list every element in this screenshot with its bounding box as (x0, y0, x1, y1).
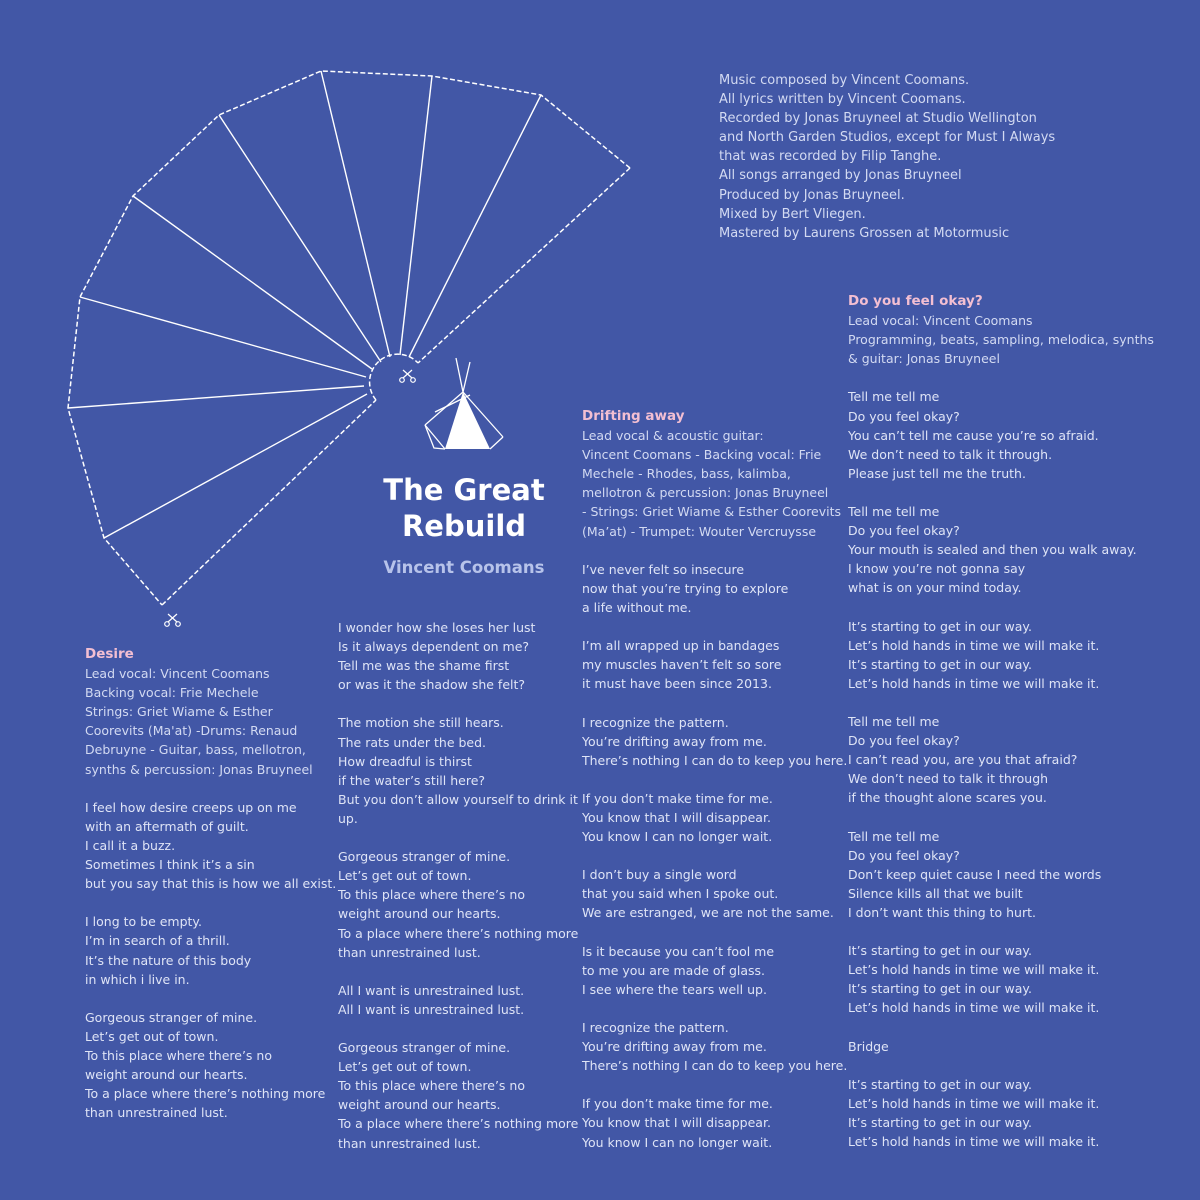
teepee-logo-icon (425, 358, 503, 449)
lyric-line: Let’s hold hands in time we will make it. (848, 1134, 1100, 1150)
lyric-line: We don’t need to talk it through. (848, 446, 1053, 462)
lyric-line: Let’s hold hands in time we will make it. (848, 1095, 1100, 1111)
song-credit-line: mellotron & percussion: Jonas Bruyneel (582, 485, 829, 501)
credit-line: Recorded by Jonas Bruyneel at Studio Wellington (719, 111, 1037, 127)
lyric-line: It’s starting to get in our way. (848, 943, 1033, 959)
lyric-line: that you said when I spoke out. (582, 886, 779, 902)
lyric-line: Let’s hold hands in time we will make it. (848, 962, 1100, 978)
lyric-line: Do you feel okay? (848, 847, 960, 863)
lyric-stanza (582, 636, 847, 693)
song-credits (848, 311, 1154, 368)
lyric-line: Tell me tell me (848, 714, 940, 730)
lyric-line: I don’t want this thing to hurt. (848, 905, 1036, 920)
song-credit-line: Lead vocal & acoustic guitar: (582, 428, 764, 444)
lyric-stanza (582, 1018, 847, 1075)
song-credit-line: Mechele - Rhodes, bass, kalimba, (582, 466, 791, 482)
lyric-line: Gorgeous stranger of mine. (85, 1009, 258, 1025)
lyric-line: if the water’s still here? (338, 772, 486, 788)
lyric-stanza (848, 502, 1154, 597)
credit-line: Music composed by Vincent Coomans. (719, 73, 970, 88)
lyric-line: than unrestrained lust. (338, 944, 481, 960)
song-credit-line: Lead vocal: Vincent Coomans (85, 666, 270, 682)
lyric-line: I’ve never felt so insecure (582, 561, 745, 577)
lyric-line: To this place where there’s no (338, 1078, 525, 1094)
credit-line: All songs arranged by Jonas Bruyneel (719, 168, 962, 184)
lyric-line: I don’t buy a single word (582, 867, 737, 883)
album-title-line: The Great (383, 473, 545, 507)
lyric-stanza (85, 1008, 336, 1123)
lyric-line: The motion she still hears. (338, 715, 504, 731)
lyric-line: than unrestrained lust. (85, 1105, 228, 1121)
lyric-line: I’m in search of a thrill. (85, 933, 230, 949)
song-desire-continued (338, 618, 578, 1153)
credit-line: All lyrics written by Vincent Coomans. (719, 92, 966, 108)
lyric-line: Let’s hold hands in time we will make it. (848, 1000, 1100, 1016)
lyric-line: I recognize the pattern. (582, 714, 729, 730)
lyric-line: Let’s get out of town. (338, 868, 472, 884)
lyric-line: It’s the nature of this body (85, 952, 252, 968)
song-credits (582, 426, 847, 541)
lyric-line: Silence kills all that we built (848, 885, 1023, 901)
lyric-line: Do you feel okay? (848, 408, 960, 424)
lyric-line: Gorgeous stranger of mine. (338, 1040, 511, 1056)
credit-line: that was recorded by Filip Tanghe. (719, 149, 942, 165)
lyric-line: I can’t read you, are you that afraid? (848, 752, 1078, 768)
lyric-line: All I want is unrestrained lust. (338, 982, 525, 998)
lyric-stanza (848, 1075, 1154, 1151)
lyric-line: It’s starting to get in our way. (848, 1076, 1033, 1092)
lyric-stanza (85, 798, 336, 893)
song-credit-line: Vincent Coomans - Backing vocal: Frie (582, 447, 822, 463)
lyric-line: Is it always dependent on me? (338, 639, 530, 655)
lyric-line: You know that I will disappear. (582, 809, 771, 825)
lyric-line: what is on your mind today. (848, 580, 1022, 596)
song-credit-line: (Ma’at) - Trumpet: Wouter Vercruysse (582, 523, 817, 539)
lyric-line: or was it the shadow she felt? (338, 677, 526, 693)
lyric-line: Gorgeous stranger of mine. (338, 849, 511, 865)
lyric-line: We are estranged, we are not the same. (582, 905, 834, 921)
lyric-line: To a place where there’s nothing more (338, 925, 579, 941)
lyric-line: a life without me. (582, 599, 692, 615)
lyric-line: Please just tell me the truth. (848, 465, 1026, 481)
lyric-line: I recognize the pattern. (582, 1020, 729, 1035)
scissors-icon (165, 614, 181, 626)
lyric-stanza (582, 560, 847, 617)
lyric-line: Bridge (848, 1038, 889, 1054)
lyric-line: Do you feel okay? (848, 733, 960, 749)
lyric-line: Tell me tell me (848, 389, 940, 405)
song-credit-line: Programming, beats, sampling, melodica, synths (848, 332, 1154, 348)
album-title (380, 472, 548, 544)
lyric-line: up. (338, 810, 358, 826)
lyric-line: I long to be empty. (85, 914, 203, 930)
lyric-line: It’s starting to get in our way. (848, 1115, 1033, 1131)
lyric-line: It’s starting to get in our way. (848, 656, 1033, 672)
lyric-line: but you say that this is how we all exist. (85, 876, 337, 892)
lyric-line: weight around our hearts. (338, 1097, 501, 1113)
lyric-stanza (582, 1094, 847, 1151)
lyric-stanza (848, 941, 1154, 1017)
lyric-line: in which i live in. (85, 971, 190, 987)
lyric-line: than unrestrained lust. (338, 1135, 481, 1151)
credit-line: Mixed by Bert Vliegen. (719, 206, 866, 222)
lyric-line: I see where the tears well up. (582, 981, 767, 997)
lyric-line: Sometimes I think it’s a sin (85, 857, 255, 873)
lyric-line: if the thought alone scares you. (848, 790, 1047, 806)
lyric-line: Let’s get out of town. (338, 1059, 472, 1075)
song-do-you-feel-okay (848, 292, 1154, 1151)
lyric-line: If you don’t make time for me. (582, 1096, 773, 1112)
lyric-line: To a place where there’s nothing more (338, 1116, 579, 1132)
lyric-line: There’s nothing I can do to keep you here. (582, 1058, 848, 1074)
lyric-line: You’re drifting away from me. (582, 733, 767, 749)
song-credit-line: synths & percussion: Jonas Bruyneel (85, 761, 313, 777)
credit-line: Produced by Jonas Bruyneel. (719, 187, 905, 203)
lyric-line: You know that I will disappear. (582, 1115, 771, 1131)
song-credits (85, 664, 336, 779)
lyric-line: with an aftermath of guilt. (85, 818, 249, 834)
lyric-line: How dreadful is thirst (338, 753, 472, 769)
lyric-line: But you don’t allow yourself to drink it (338, 791, 578, 807)
artist-name: Vincent Coomans (383, 558, 545, 577)
lyric-line: All I want is unrestrained lust. (338, 1001, 525, 1017)
lyric-line: Tell me tell me (848, 504, 940, 520)
song-credit-line: Strings: Griet Wiame & Esther (85, 704, 273, 720)
lyric-line: Your mouth is sealed and then you walk away. (848, 542, 1137, 558)
song-title: Do you feel okay? (848, 293, 983, 309)
lyric-line: There’s nothing I can do to keep you here. (582, 752, 848, 768)
scissors-icon (400, 370, 416, 382)
lyric-stanza (848, 617, 1154, 693)
song-credit-line: & guitar: Jonas Bruyneel (848, 351, 1000, 367)
lyric-line: Let’s hold hands in time we will make it. (848, 675, 1100, 691)
lyric-line: I know you’re not gonna say (848, 561, 1026, 577)
lyric-stanza (848, 827, 1154, 922)
lyric-line: weight around our hearts. (85, 1067, 248, 1083)
lyric-line: Do you feel okay? (848, 523, 960, 539)
production-credits (719, 71, 1055, 243)
song-title: Desire (85, 646, 134, 662)
lyric-line: I’m all wrapped up in bandages (582, 638, 780, 654)
lyric-stanza (848, 1037, 1154, 1056)
lyric-line: Let’s get out of town. (85, 1028, 219, 1044)
lyric-line: Don’t keep quiet cause I need the words (848, 866, 1102, 882)
lyric-line: You’re drifting away from me. (582, 1039, 767, 1055)
song-title: Drifting away (582, 408, 685, 424)
credit-line: and North Garden Studios, except for Must I Always (719, 130, 1056, 146)
lyric-line: I call it a buzz. (85, 837, 176, 853)
song-credit-line: - Strings: Griet Wiame & Esther Coorevits (582, 504, 842, 520)
song-desire (85, 645, 336, 1122)
lyric-line: Is it because you can’t fool me (582, 943, 775, 959)
lyric-line: You know I can no longer wait. (582, 829, 773, 845)
lyric-stanza (582, 865, 847, 922)
lyric-line: it must have been since 2013. (582, 676, 772, 692)
lyric-line: To this place where there’s no (338, 887, 525, 903)
lyric-stanza (582, 942, 847, 999)
lyric-stanza (338, 847, 578, 962)
song-credit-line: Coorevits (Ma'at) -Drums: Renaud (85, 723, 298, 739)
lyric-line: my muscles haven’t felt so sore (582, 657, 782, 673)
lyric-line: now that you’re trying to explore (582, 580, 789, 596)
lyric-stanza (338, 713, 578, 828)
song-credit-line: Backing vocal: Frie Mechele (85, 685, 259, 701)
lyric-line: You know I can no longer wait. (582, 1134, 773, 1150)
lyric-line: To this place where there’s no (85, 1047, 272, 1063)
lyric-line: It’s starting to get in our way. (848, 618, 1033, 634)
album-title-line: Rebuild (401, 509, 527, 543)
lyric-stanza (582, 713, 847, 770)
lyric-line: to me you are made of glass. (582, 962, 766, 978)
song-credit-line: Debruyne - Guitar, bass, mellotron, (85, 742, 306, 758)
lyric-line: The rats under the bed. (338, 734, 487, 750)
lyric-line: Tell me tell me (848, 828, 940, 844)
lyric-line: To a place where there’s nothing more (85, 1086, 326, 1102)
lyric-stanza (582, 789, 847, 846)
lyric-stanza (338, 1038, 578, 1153)
lyric-line: I wonder how she loses her lust (338, 620, 536, 635)
lyric-stanza (848, 712, 1154, 807)
lyric-line: I feel how desire creeps up on me (85, 799, 297, 815)
lyric-stanza (338, 618, 578, 694)
song-drifting-away (582, 407, 847, 1152)
lyric-line: Tell me was the shame first (338, 658, 510, 674)
lyric-stanza (848, 387, 1154, 482)
song-credit-line: Lead vocal: Vincent Coomans (848, 313, 1033, 329)
lyric-line: It’s starting to get in our way. (848, 981, 1033, 997)
credit-line: Mastered by Laurens Grossen at Motormusic (719, 225, 1010, 241)
lyric-line: We don’t need to talk it through (848, 771, 1049, 787)
lyric-line: If you don’t make time for me. (582, 790, 773, 806)
lyric-stanza (338, 981, 578, 1019)
lyric-line: You can’t tell me cause you’re so afraid. (848, 427, 1099, 443)
lyric-line: Let’s hold hands in time we will make it. (848, 637, 1100, 653)
lyric-stanza (85, 912, 336, 988)
lyric-line: weight around our hearts. (338, 906, 501, 922)
